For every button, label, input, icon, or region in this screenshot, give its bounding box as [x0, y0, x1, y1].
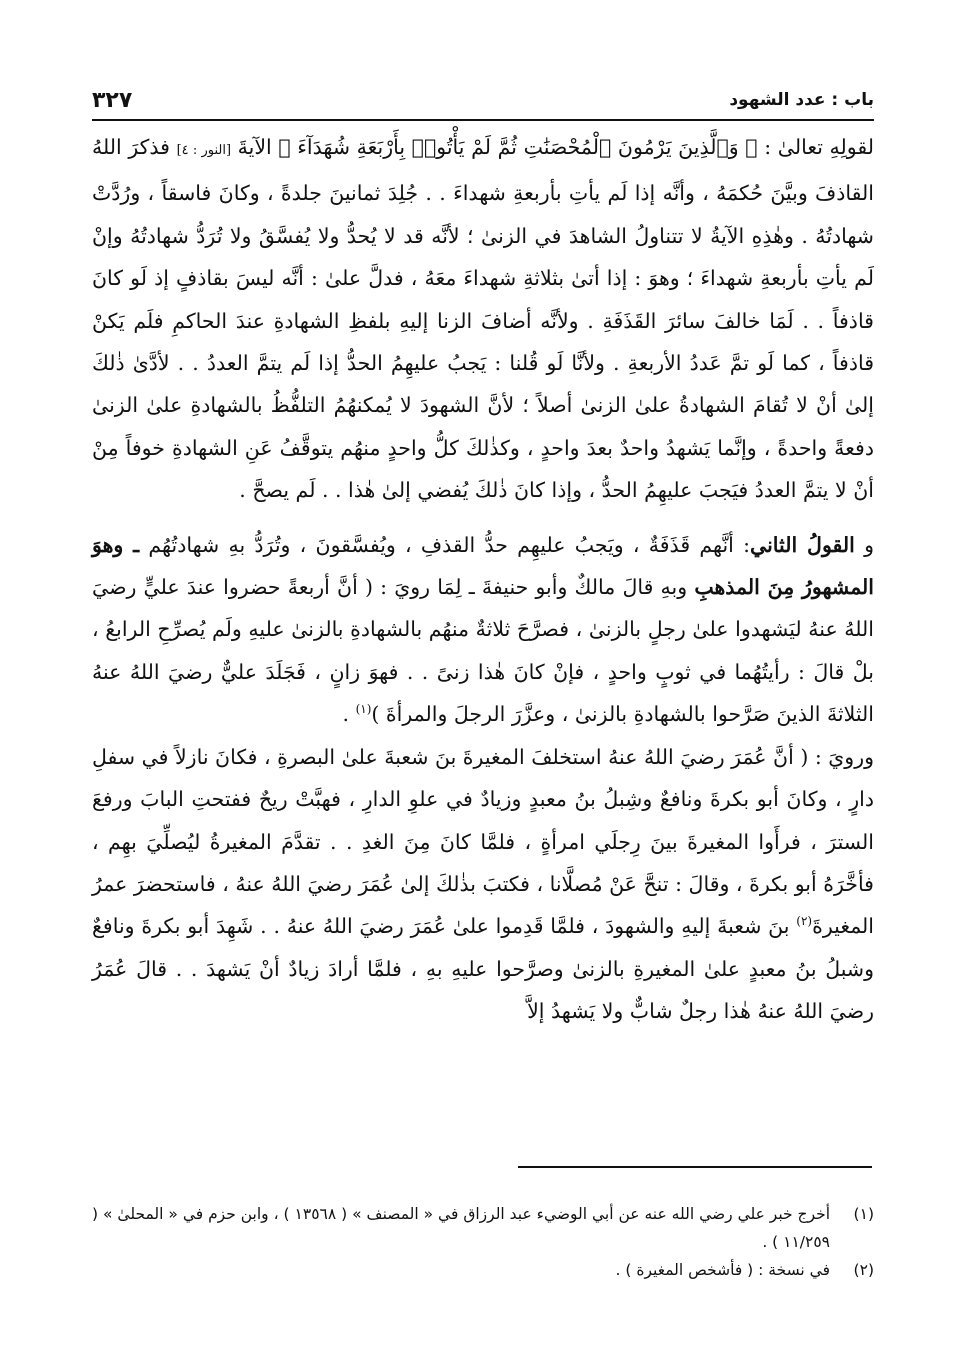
footnotes [92, 1200, 874, 1284]
footnote-text: في نسخة : ( فأشخص المغيرة ) . [615, 1261, 830, 1279]
footnote-number: (١) [853, 1205, 874, 1223]
footnote-1 [92, 1200, 874, 1256]
p1-aya-word: الآيةَ [231, 135, 279, 159]
p1-intro: لقولِهِ تعالىٰ : [757, 135, 874, 159]
paragraph-1 [92, 126, 874, 512]
page-header [92, 82, 874, 118]
footnote-2 [92, 1256, 874, 1284]
paragraph-2 [92, 524, 874, 736]
verse-reference: [النور : ٤] [176, 143, 232, 158]
footnote-marker-1[interactable]: (١) [355, 702, 372, 717]
p2-text: : أنَّهم قَذَفَةٌ ، ويَجبُ عليهِم حدُّ القذفِ ، ويُفسَّقونَ ، وتُرَدُّ بهِ شهادتُهُم [139, 532, 751, 557]
quran-verse: ﴿ وَٱلَّذِينَ يَرْمُونَ ٱلْمُحْصَنَٰتِ ثُمَّ لَمْ يَأْتُوا۟ بِأَرْبَعَةِ شُهَدَآءَ ﴾ [278, 135, 758, 159]
p2-narration: وبهِ قالَ مالكٌ وأبو حنيفةَ ـ لِمَا رويَ : ( أنَّ أربعةً حضروا عندَ عليٍّ رضيَ اللهُ عنهُ ليَشهدوا علىٰ رجلٍ بالزنىٰ ، فصرَّحَ ثلاثةٌ منهُم بالشهادةِ بالزنىٰ عليهِ ولَم يُصرِّحِ الرابعُ ، بلْ قالَ : رأيتُهُما في ثوبٍ واحدٍ ، فإنْ كانَ هٰذا زنىً . . فهوَ زانٍ ، فَجَلَدَ عليٌّ رضيَ اللهُ عنهُ الثلاثةَ الذينَ صَرَّحوا بالشهادةِ بالزنىٰ ، وعزَّرَ الرجلَ والمرأةَ ) [92, 575, 874, 727]
main-text [92, 126, 874, 1033]
p2-end: . [342, 702, 356, 727]
p2-intro: و [854, 532, 874, 557]
page-number: ٣٢٧ [92, 87, 133, 113]
running-title: باب : عدد الشهود [729, 90, 874, 110]
paragraph-3 [92, 736, 874, 1033]
header-rule [92, 119, 874, 121]
footnote-text: أخرج خبر علي رضي الله عنه عن أبي الوضيء عبد الرزاق في « المصنف » ( ١٣٥٦٨ ) ، وابن حزم في « المحلىٰ » ( ١١/٢٥٩ ) . [92, 1205, 831, 1251]
p3-text: ورويَ : ( أنَّ عُمَرَ رضيَ اللهُ عنهُ استخلفَ المغيرةَ بنَ شعبةَ علىٰ البصرةِ ، فكانَ نازلاً في سفلِ دارٍ ، وكانَ أبو بكرةَ ونافعٌ وشِبلُ بنُ معبدٍ وزيادٌ في علوِ الدارِ ، فهبَّتْ ريحٌ ففتحتِ البابَ ورفعَ السترَ ، فرأَوا المغيرةَ بينَ رِجلَي امرأةٍ ، فلمَّا كانَ مِنَ الغدِ . . تقدَّمَ المغيرةُ ليُصلِّيَ بهِم ، فأخَّرَهُ أبو بكرةَ ، وقالَ : تنحَّ عَنْ مُصلَّانا ، فكتبَ بذٰلكَ إلىٰ عُمَرَ رضيَ اللهُ عنهُ ، فاستحضرَ عمرُ المغيرةَ [92, 744, 874, 939]
p1-body: فذكرَ اللهُ القاذفَ وبيَّنَ حُكمَهُ ، وأنَّه إذا لَم يأتِ بأربعةِ شهداءَ . . جُلِدَ ثمانينَ جلدةً ، وكانَ فاسقاً ، ورُدَّتْ شهادتُهُ . وهٰذِهِ الآيةُ لا تتناولُ الشاهدَ في الزنىٰ ؛ لأنَّه قد لا يُحدُّ ولا يُفسَّقُ ولا تُرَدُّ شهادتُهُ وإنْ لَم يأتِ بأربعةِ شهداءَ ؛ وهوَ : إذا أتىٰ بثلاثةِ شهداءَ معَهُ ، فدلَّ علىٰ : أنَّه ليسَ بقاذفٍ إذ لَو كانَ قاذفاً . . لَمَا خالفَ سائرَ القَذَفَةِ . ولأنَّه أضافَ الزنا إليهِ بلفظِ الشهادةِ عندَ الحاكمِ فلَم يَكنْ قاذفاً ، كما لَو تمَّ عَددُ الأربعةِ . ولأنَّا لَو قُلنا : يَجبُ عليهِمُ الحدُّ إذا لَم يتمَّ العددُ . . لأدَّىٰ ذٰلكَ إلىٰ أنْ لا تُقامَ الشهادةُ علىٰ الزنىٰ أصلاً ؛ لأنَّ الشهودَ لا يُمكنهُمُ التلفُّظُ بالشهادةِ علىٰ الزنىٰ دفعةً واحدةً ، وإنَّما يَشهدُ واحدٌ بعدَ واحدٍ ، وكذٰلكَ كلُّ واحدٍ منهُم يتوقَّفُ عَنِ الشهادةِ خوفاً مِنْ أنْ لا يتمَّ العددُ فيَجبَ عليهِمُ الحدُّ ، وإذا كانَ ذٰلكَ يُفضي إلىٰ هٰذا . . لَم يصحَّ . [92, 135, 874, 503]
footnote-rule [518, 1166, 872, 1168]
madhhab-note: ـ وهوَ المشهورُ مِنَ المذهبِ [92, 532, 874, 600]
footnote-number: (٢) [853, 1261, 874, 1279]
footnote-marker-2[interactable]: (٢) [796, 914, 813, 929]
p3-continued: بنَ شعبةَ إليهِ والشهودَ ، فلمَّا قَدِموا علىٰ عُمَرَ رضيَ اللهُ عنهُ . . شَهِدَ أبو بكرةَ ونافعٌ وشبلُ بنُ معبدٍ علىٰ المغيرةِ بالزنىٰ وصرَّحوا عليهِ بهِ ، فلمَّا أرادَ زيادٌ أنْ يَشهدَ . . قالَ عُمَرُ رضيَ اللهُ عنهُ هٰذا رجلٌ شابٌّ ولا يَشهدُ إلاَّ [92, 914, 874, 1024]
second-opinion-heading: القولُ الثاني [750, 532, 855, 557]
